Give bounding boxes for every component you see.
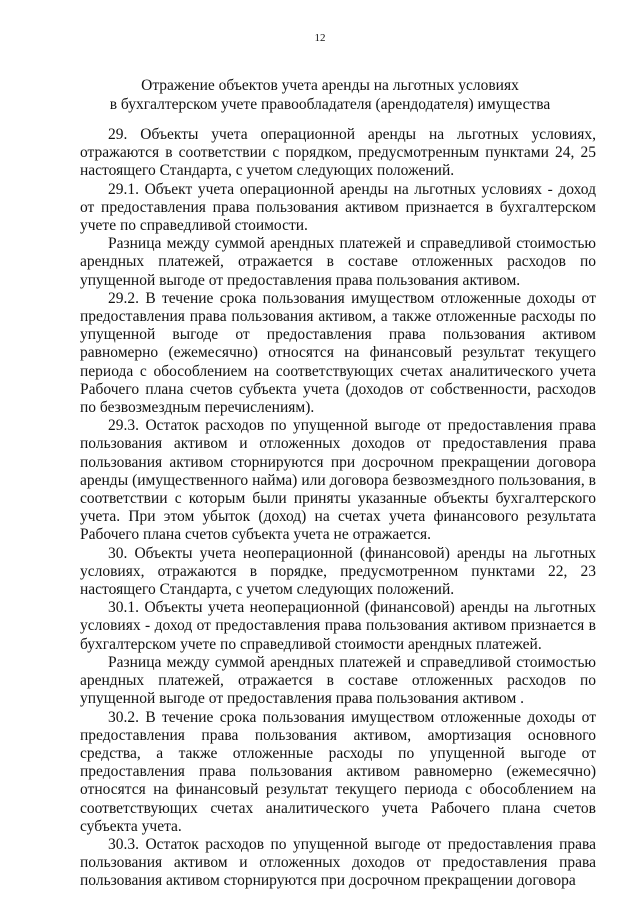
paragraph-29-3: 29.3. Остаток расходов по упущенной выгоде от предоставления права пользования активом и отложенных доходов от предоставления права пользования активом сторнируются при досрочном прекращении договора аренды (имущественного найма) или договора безвозмездного пользования, в соответствии с которым были приняты указанные объекты бухгалтерского учета. При этом убыток (доход) на счетах учета финансового результата Рабочего плана счетов субъекта учета не отражается. (80, 417, 596, 544)
page-number: 12 (314, 32, 326, 44)
paragraph-30-1: 30.1. Объекты учета неоперационной (финансовой) аренды на льготных условиях - доход от предоставления права пользования активом признается в бухгалтерском учете по справедливой стоимости арендных платежей. (80, 599, 596, 653)
section-title-line-2: в бухгалтерском учете правообладателя (арендодателя) имущества (109, 96, 551, 113)
paragraph-29-1-difference: Разница между суммой арендных платежей и справедливой стоимостью арендных платежей, отражается в составе отложенных расходов по упущенной выгоде от предоставления права пользования активом. (80, 235, 596, 289)
paragraph-30-2: 30.2. В течение срока пользования имуществом отложенные доходы от предоставления права пользования активом, амортизация основного средства, а также отложенные расходы по упущенной выгоде от предоставления права пользования активом равномерно (ежемесячно) относятся на финансовый результат текущего периода с обособлением на соответствующих счетах аналитического учета Рабочего плана счетов субъекта учета. (80, 708, 596, 835)
paragraph-29-2: 29.2. В течение срока пользования имуществом отложенные доходы от предоставления права пользования активом, а также отложенные расходы по упущенной выгоде от предоставления права пользования активом равномерно (ежемесячно) относятся на финансовый результат текущего периода с обособлением на соответствующих счетах аналитического учета Рабочего плана счетов субъекта учета (доходов от собственности, расходов по безвозмездным перечислениям). (80, 289, 596, 417)
section-title-line-1: Отражение объектов учета аренды на льготных условиях (141, 77, 519, 94)
paragraph-29: 29. Объекты учета операционной аренды на льготных условиях, отражаются в соответствии с порядком, предусмотренным пунктами 24, 25 настоящего Стандарта, с учетом следующих положений. (80, 126, 596, 180)
paragraph-30: 30. Объекты учета неоперационной (финансовой) аренды на льготных условиях, отражаются в порядке, предусмотренном пунктами 22, 23 настоящего Стандарта, с учетом следующих положений. (80, 544, 596, 599)
document-body (80, 126, 596, 891)
section-title (60, 76, 600, 114)
paragraph-30-1-difference: Разница между суммой арендных платежей и справедливой стоимостью арендных платежей, отражается в составе отложенных расходов по упущенной выгоде от предоставления права пользования активом . (80, 653, 596, 708)
paragraph-29-1: 29.1. Объект учета операционной аренды на льготных условиях - доход от предоставления права пользования активом признается в бухгалтерском учете по справедливой стоимости. (80, 180, 596, 235)
paragraph-30-3: 30.3. Остаток расходов по упущенной выгоде от предоставления права пользования активом и отложенных доходов от предоставления права пользования активом сторнируются при досрочном прекращении договора (80, 835, 596, 890)
